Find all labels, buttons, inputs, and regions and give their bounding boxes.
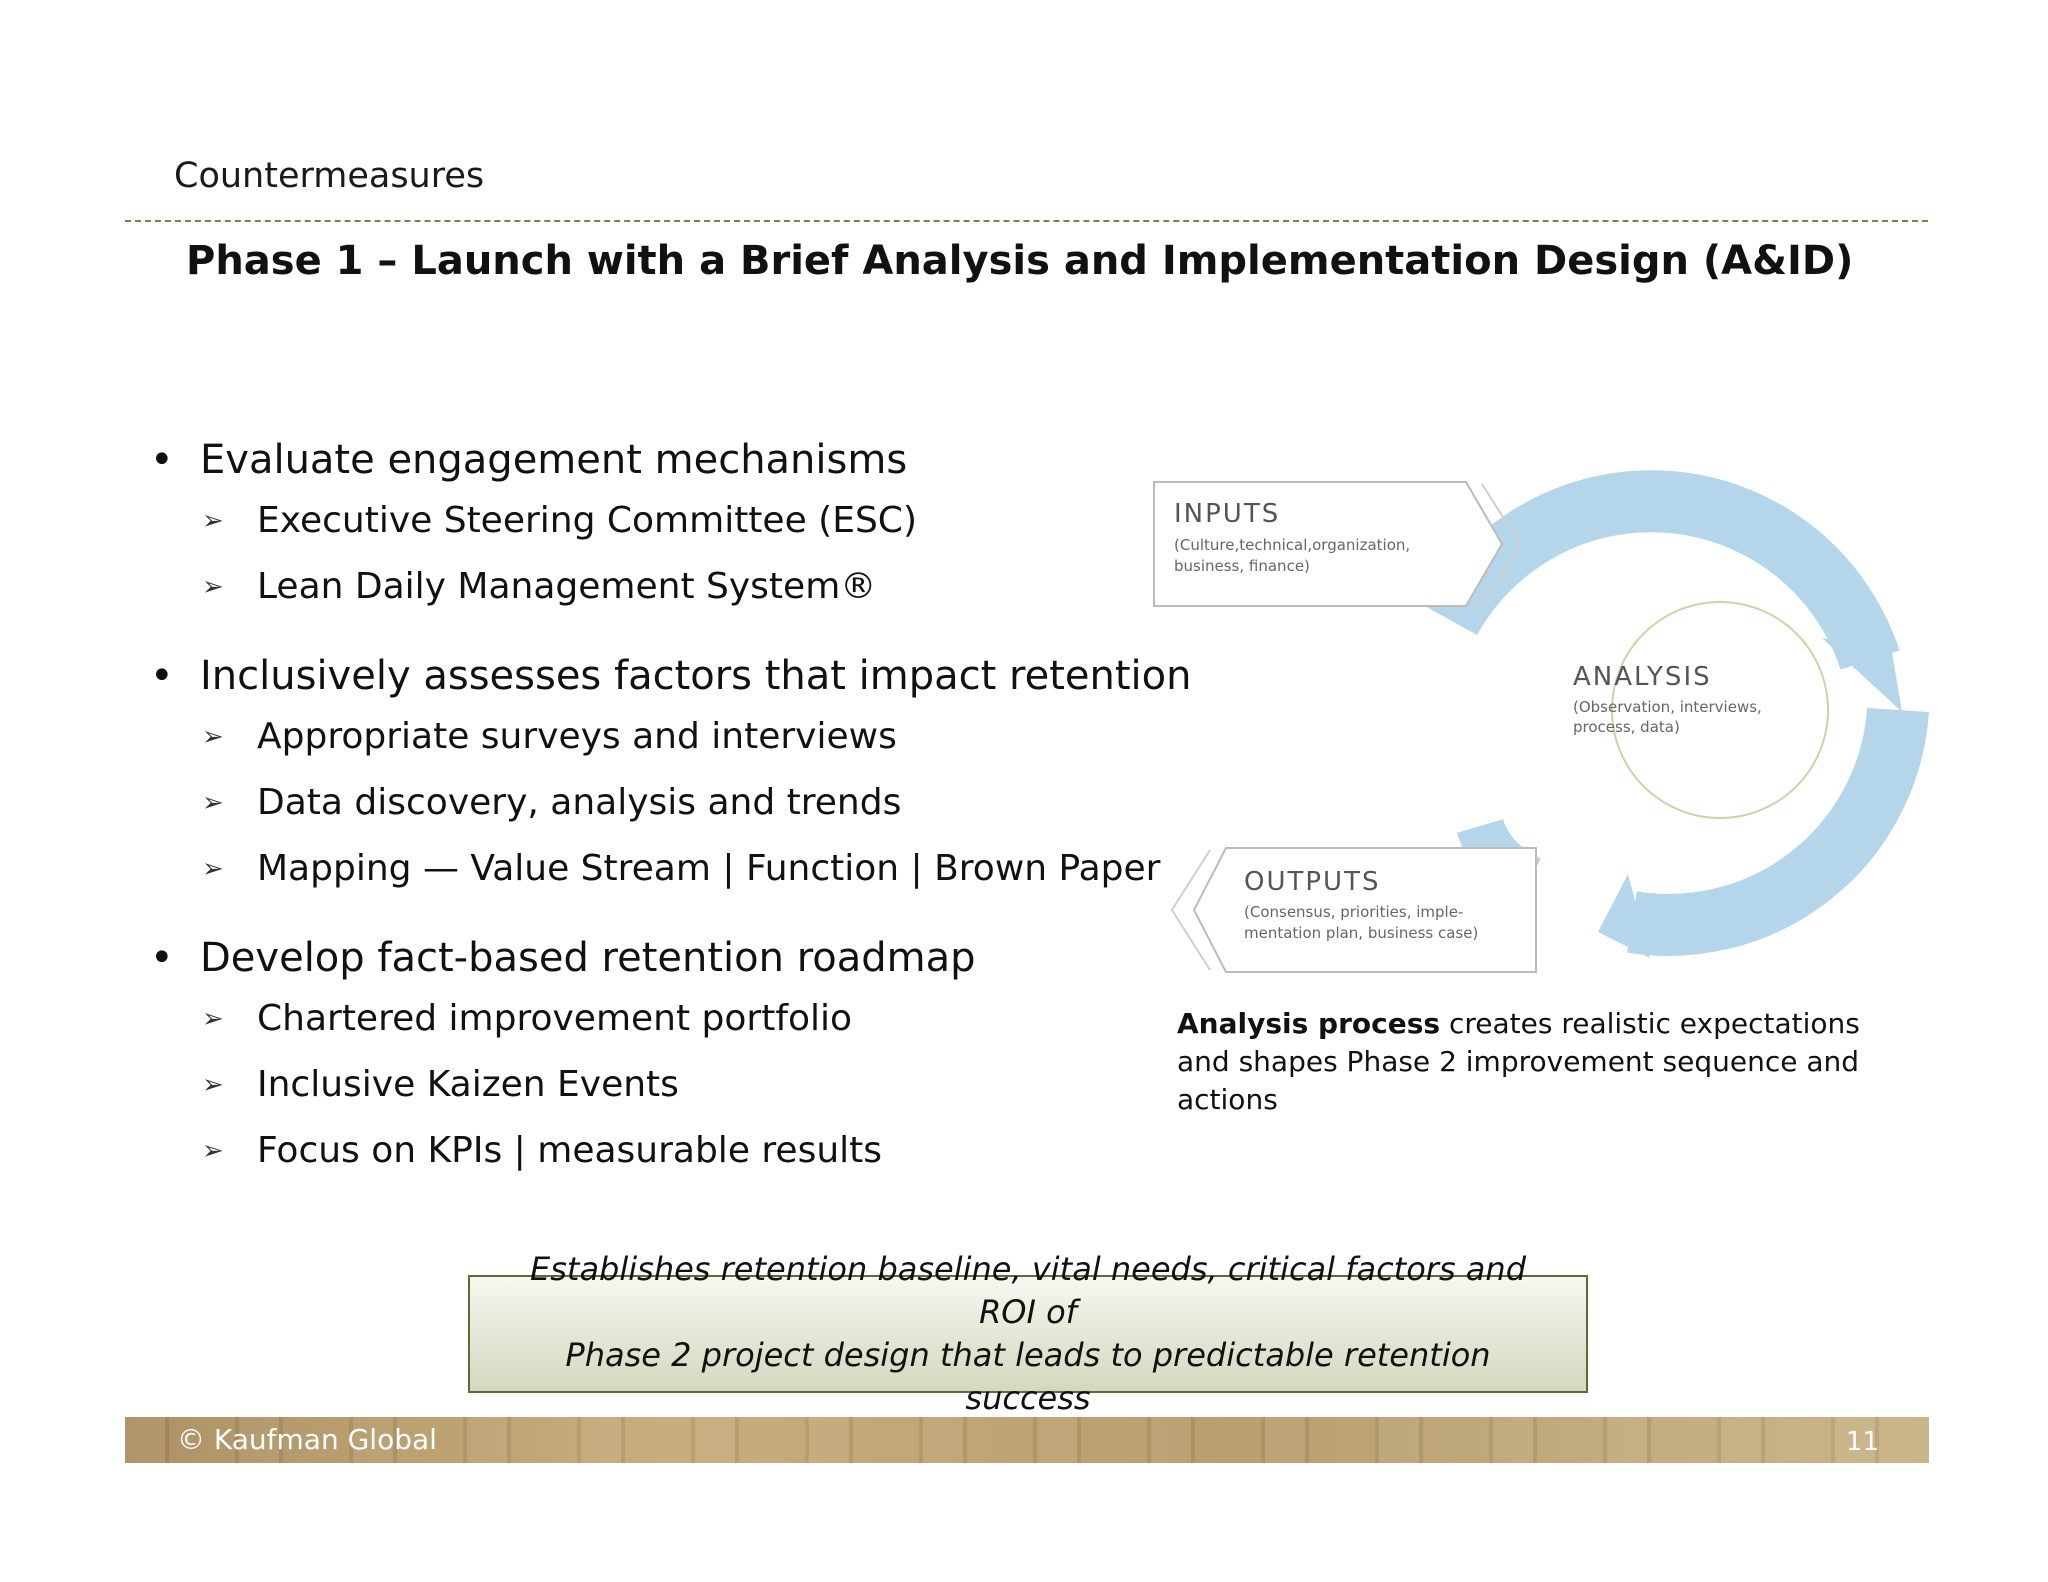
page-number: 11 (1845, 1427, 1879, 1457)
summary-callout (468, 1250, 1588, 1417)
callout-text (498, 1248, 1558, 1420)
bullet-group (140, 648, 1192, 902)
arrowhead-icon: ➢ (202, 1136, 224, 1166)
sub-bullet-item (140, 554, 1150, 620)
bullet-dot-icon: • (150, 935, 174, 981)
bullet-item (140, 648, 1192, 704)
callout-line-2: Phase 2 project design that leads to predictable retention success (565, 1336, 1491, 1417)
caption-rest: creates realistic expectations and shapes Phase 2 improvement sequence and actions (1177, 1007, 1860, 1116)
bullet-item (140, 930, 1150, 986)
analysis-detail-2: process, data) (1573, 718, 1680, 736)
bullet-group (140, 432, 1150, 620)
sub-bullet-text: Executive Steering Committee (ESC) (257, 500, 917, 541)
sub-bullet-text: Lean Daily Management System® (257, 566, 877, 607)
footer-copyright: © Kaufman Global (177, 1423, 437, 1456)
callout-line-1: Establishes retention baseline, vital needs, critical factors and ROI of (530, 1250, 1526, 1331)
bullet-text: Inclusively assesses factors that impact retention (200, 653, 1192, 699)
sub-bullet-item (140, 1052, 1150, 1118)
sub-bullet-text: Appropriate surveys and interviews (257, 716, 897, 757)
bullet-dot-icon: • (150, 437, 174, 483)
sub-bullet-item (140, 770, 1150, 836)
dashed-divider (125, 220, 1928, 222)
sub-bullet-item (140, 488, 1150, 554)
arrowhead-icon: ➢ (202, 854, 224, 884)
section-title: Countermeasures (174, 156, 485, 196)
outputs-detail-1: (Consensus, priorities, imple- (1244, 903, 1464, 921)
bullet-text: Evaluate engagement mechanisms (200, 437, 908, 483)
sub-bullet-text: Chartered improvement portfolio (257, 998, 853, 1039)
sub-bullet-item (140, 704, 1150, 770)
caption-bold: Analysis process (1177, 1007, 1441, 1040)
bullet-dot-icon: • (150, 653, 174, 699)
inputs-label: INPUTS (1174, 499, 1281, 529)
diagram-caption (1177, 1005, 1877, 1119)
outputs-label: OUTPUTS (1244, 867, 1381, 897)
arrowhead-icon: ➢ (202, 572, 224, 602)
footer-bar (125, 1417, 1929, 1463)
sub-bullet-item (140, 836, 1161, 902)
inputs-detail-2: business, finance) (1174, 557, 1310, 575)
arrowhead-icon: ➢ (202, 506, 224, 536)
sub-bullet-text: Focus on KPIs | measurable results (257, 1130, 883, 1171)
sub-bullet-item (140, 986, 1150, 1052)
analysis-detail-1: (Observation, interviews, (1573, 698, 1762, 716)
bullet-item (140, 432, 1150, 488)
bullet-list (140, 432, 1192, 1212)
cycle-arrowhead-top (1498, 522, 1570, 594)
analysis-label: ANALYSIS (1573, 662, 1712, 692)
arrowhead-icon: ➢ (202, 1004, 224, 1034)
analysis-cycle-diagram (1150, 470, 1930, 990)
bullet-text: Develop fact-based retention roadmap (200, 935, 976, 981)
inputs-detail-1: (Culture,technical,organization, (1174, 536, 1411, 554)
sub-bullet-text: Data discovery, analysis and trends (257, 782, 902, 823)
bullet-group (140, 930, 1150, 1184)
arrowhead-icon: ➢ (202, 1070, 224, 1100)
sub-bullet-text: Inclusive Kaizen Events (257, 1064, 679, 1105)
slide-title: Phase 1 – Launch with a Brief Analysis and Implementation Design (A&ID) (186, 238, 1854, 284)
outputs-detail-2: mentation plan, business case) (1244, 924, 1479, 942)
sub-bullet-item (140, 1118, 1150, 1184)
arrowhead-icon: ➢ (202, 788, 224, 818)
sub-bullet-text: Mapping — Value Stream | Function | Brown Paper (257, 848, 1161, 889)
arrowhead-icon: ➢ (202, 722, 224, 752)
